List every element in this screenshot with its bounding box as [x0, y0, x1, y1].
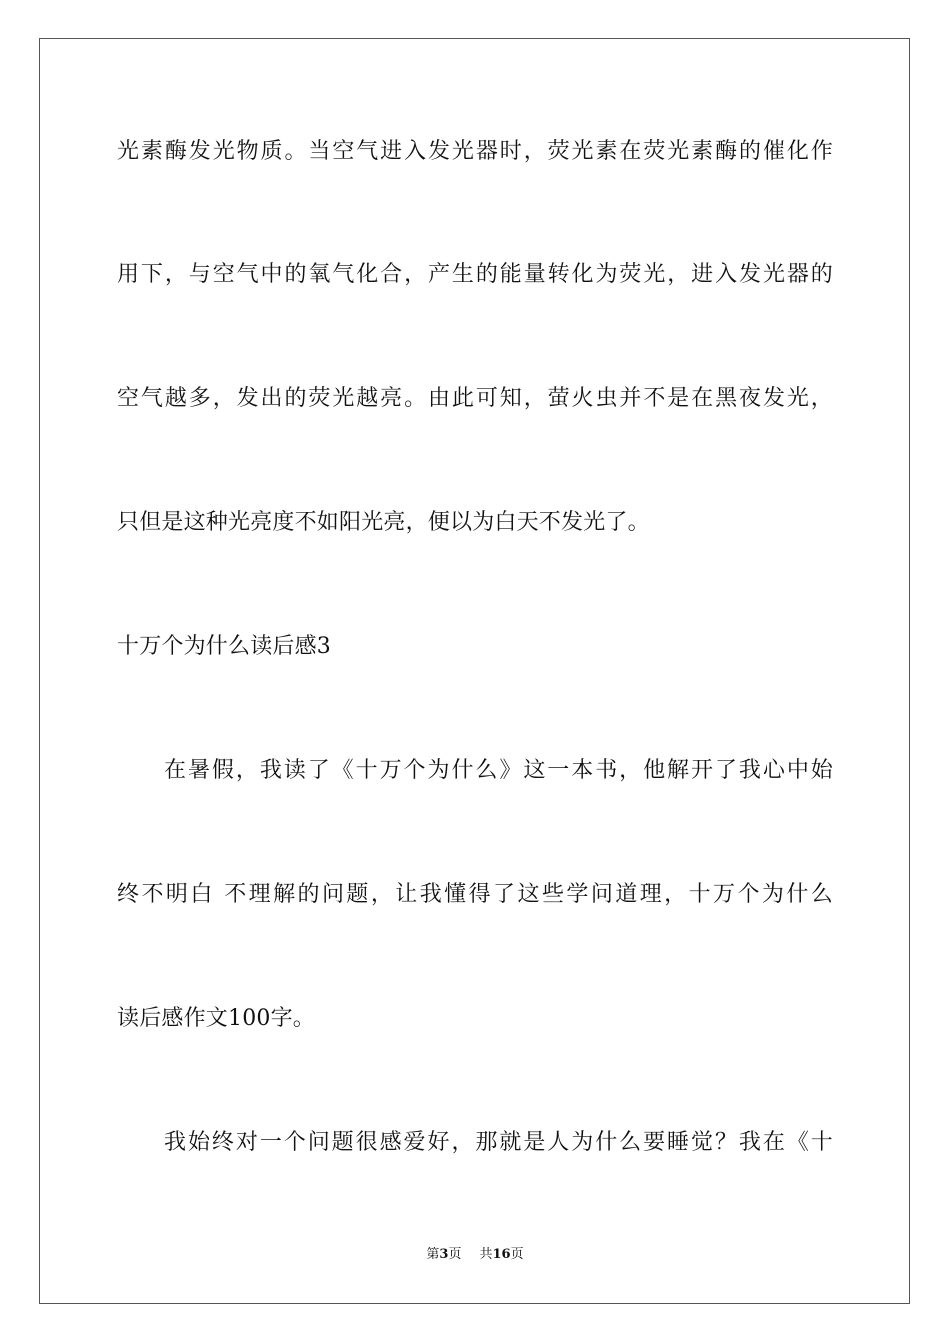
total-pages: 16: [492, 1247, 511, 1262]
body-text-line: 用下，与空气中的氧气化合，产生的能量转化为荧光，进入发光器的: [117, 262, 833, 287]
total-prefix: 共: [479, 1247, 493, 1262]
page-frame: [39, 38, 910, 1304]
body-text-line: 光素酶发光物质。当空气进入发光器时，荧光素在荧光素酶的催化作: [117, 139, 833, 164]
paragraph-first-line: 在暑假，我读了《十万个为什么》这一本书，他解开了我心中始: [164, 758, 833, 783]
body-text-line: 空气越多，发出的荧光越亮。由此可知，萤火虫并不是在黑夜发光，: [117, 386, 833, 411]
page-number: 3: [439, 1247, 449, 1262]
page-suffix: 页: [448, 1247, 462, 1262]
body-text-line: 只但是这种光亮度不如阳光亮，便以为白天不发光了。: [117, 510, 650, 535]
total-suffix: 页: [510, 1247, 524, 1262]
page-prefix: 第: [426, 1247, 440, 1262]
body-text-line: 终不明白 不理解的问题，让我懂得了这些学问道理，十万个为什么: [117, 882, 833, 907]
paragraph-first-line: 我始终对一个问题很感爱好，那就是人为什么要睡觉？我在《十: [164, 1130, 833, 1155]
page-footer: [0, 1246, 950, 1264]
body-text-line: 读后感作文100字。: [117, 1006, 315, 1031]
section-heading: 十万个为什么读后感3: [117, 634, 331, 659]
